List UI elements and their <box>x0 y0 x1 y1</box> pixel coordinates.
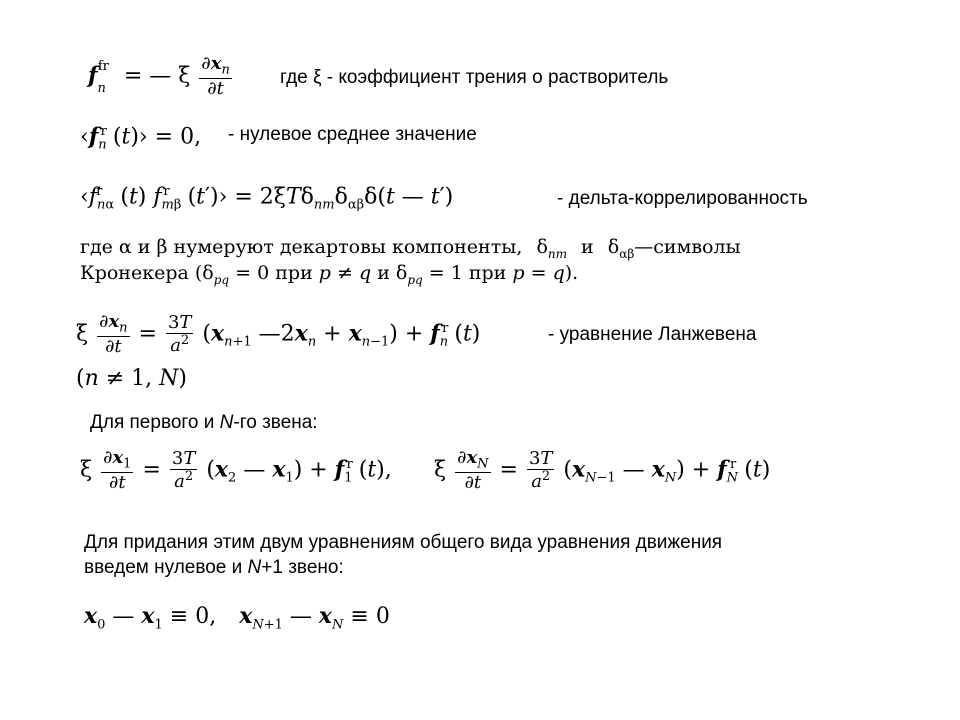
boundary-intro-line-1: Для придания этим двум уравнениям общего вида уравнения движения <box>84 532 723 553</box>
first-nth-label-after: -го звена: <box>233 412 318 433</box>
langevin-condition: (n ≠ 1, N) <box>76 366 188 391</box>
boundary-conditions-equation: $x_0$ — $x_1 \equiv 0$, $x_{N+1}$ — $x_N \equiv 0$ <box>84 603 390 633</box>
kronecker-text-d: Кронекера <box>80 262 189 284</box>
kronecker-text-b: и <box>581 236 594 258</box>
first-nth-label-italic: N <box>219 412 234 433</box>
friction-coefficient-note: где ξ - коэффициент трения о растворитель <box>280 67 669 88</box>
delta-correlation-equation: $‹f_{n\alpha}^r$ (t) $f_{m\beta}^r$ (t′)› = $2\xi T\delta_{nm}\delta_{\alpha\beta}\delta(t$ — t′) <box>80 184 454 213</box>
boundary-intro-after: +1 звено: <box>261 557 344 578</box>
kronecker-pri-2: при <box>468 262 507 284</box>
nth-link-equation: ξ $\frac{\partial x_N}{\partial t}$ = $\frac{3T}{a^2}$ ($x_{N-1}$ — $x_N) + f_N^r$ (t) <box>434 447 771 493</box>
delta-correlation-note: - дельта-коррелированность <box>557 188 808 209</box>
friction-force-equation: $f_n^{fr}$ = — ξ $\frac{\partial x_n}{\partial t}$ <box>88 53 230 99</box>
zero-mean-note: - нулевое среднее значение <box>228 124 477 145</box>
first-nth-label-before: Для первого и <box>90 412 220 433</box>
kronecker-line-1: где α и β нумеруют декартовы компоненты, $\delta_{nm}$ и $\delta_{\alpha\beta}—символы$ <box>80 236 741 261</box>
zero-mean-equation: $‹f_n^r$ (t)› = 0, <box>80 123 202 153</box>
first-nth-link-label <box>90 412 318 434</box>
first-link-equation: ξ $\frac{\partial x_1}{\partial t}$ = $\frac{3T}{a^2}$ ($x_2$ — $x_1) + f_1^r$ (t), <box>80 447 392 493</box>
kronecker-pri-1: при <box>275 262 313 284</box>
boundary-intro-italic: N <box>247 557 262 578</box>
langevin-note: - уравнение Ланжевена <box>548 324 757 345</box>
langevin-equation: ξ $\frac{\partial x_n}{\partial t}$ = $\frac{3T}{a^2}$ ($x_{n+1}$ $—2x_n + x_{n-1}) + f_n^r$ (t) <box>76 311 481 357</box>
boundary-intro-before: введем нулевое и <box>84 557 248 578</box>
boundary-intro-line-2 <box>84 557 344 579</box>
kronecker-text-c: —символы <box>634 236 741 258</box>
kronecker-text-a: где α и β нумеруют декартовы компоненты, <box>80 236 523 258</box>
kronecker-and: и <box>377 262 390 284</box>
kronecker-line-2: Кронекера ($\delta_{pq} = 0$ при p ≠ q и $\delta_{pq} = 1$ при p = q). <box>80 262 579 287</box>
